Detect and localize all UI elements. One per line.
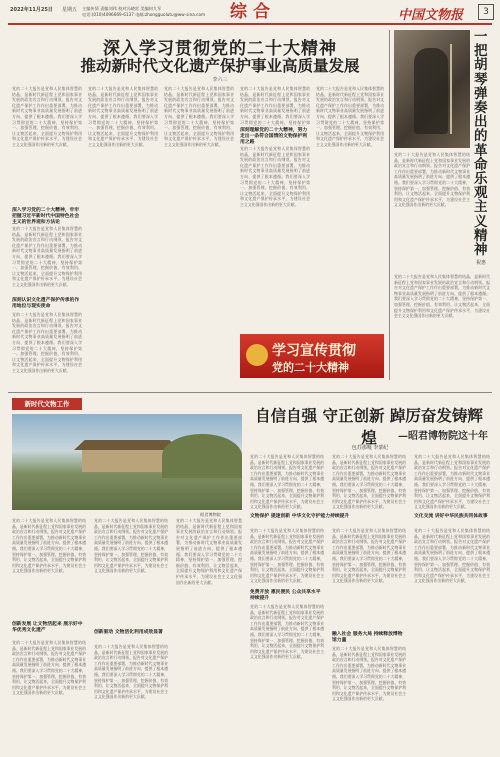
feature-photo bbox=[12, 414, 242, 510]
feature-col-3: 党的二十大报告是党和人民集体智慧的结晶，是新时代新征程上党和国家事业发展的政治宣言和行动纲领。报告对文化遗产保护工作作出重要部署，为推动新时代文物事业高质量发展指明了前进方向、提供了根本遵循。我们要深入学习贯彻党的二十大精神，坚持保护第一、加强管理、挖掘价值、有效利用、让文物活起来，全面提升文物保护利用和文化遗产保护传承水平，为建设社会主义文化强国作出新的更大贡献。 bbox=[176, 518, 242, 585]
header-rule bbox=[8, 23, 492, 25]
feature-col-top-2: 党的二十大报告是党和人民集体智慧的结晶，是新时代新征程上党和国家事业发展的政治宣言和行动纲领。报告对文化遗产保护工作作出重要部署，为推动新时代文物事业高质量发展指明了前进方向、提供了根本遵循。我们要深入学习贯彻党的二十大精神，坚持保护第一、加强管理、挖掘价值、有效利用、让文物活起来，全面提升文物保护利用和文化遗产保护传承水平，为建设社会主义文化强国作出新的更大贡献。 bbox=[332, 454, 406, 510]
feature-subhead-6: 创新发展 让文物活起来 展示好中华优秀文化遗产 bbox=[12, 622, 83, 633]
feature-subhead-4: 创新驱动 文物活化利用成效显著 bbox=[94, 630, 163, 635]
feature-col-2b: 党的二十大报告是党和人民集体智慧的结晶，是新时代新征程上党和国家事业发展的政治宣言和行动纲领。报告对文化遗产保护工作作出重要部署，为推动新时代文物事业高质量发展指明了前进方向、提供了根本遵循。我们要深入学习贯彻党的二十大精神，坚持保护第一、加强管理、挖掘价值、有效利用、让文物活起来，全面提升文物保护利用和文化遗产保护传承水平，为建设社会主义文化强国作出新的更大贡献。 bbox=[94, 644, 168, 700]
photo-figure bbox=[414, 48, 448, 134]
section-label: 综 合 bbox=[230, 2, 270, 22]
feature-subhead-2: 免费开放 惠民便民 公众共享水平持续提升 bbox=[250, 590, 321, 601]
side-col-2: 党的二十大报告是党和人民集体智慧的结晶，是新时代新征程上党和国家事业发展的政治宣言和行动纲领。报告对文化遗产保护工作作出重要部署，为推动新时代文物事业高质量发展指明了前进方向、提供了根本遵循。我们要深入学习贯彻党的二十大精神，坚持保护第一、加强管理、挖掘价值、有效利用、让文物活起来，全面提升文物保护利用和文化遗产保护传承水平，为建设社会主义文化强国作出新的更大贡献。 bbox=[394, 274, 490, 319]
article-title-1: 深入学习贯彻党的二十大精神 bbox=[103, 39, 337, 59]
side-title: 一把胡琴弹奏出的革命乐观主义精神 bbox=[474, 29, 488, 259]
article-subhead-2: 深刻认识文化遗产保护传承的作用地位与现实使命 bbox=[12, 298, 80, 309]
feature-tag: 新时代文物工作 bbox=[12, 398, 82, 410]
feature-subhead-1: 文物保护 提速创新 中华文化守护能力持续提升 bbox=[250, 514, 350, 519]
side-photo bbox=[394, 30, 470, 148]
article-byline: 李六三 bbox=[212, 77, 228, 83]
article-subhead-3: 深刻理解党的二十大精神，努力走出一条符合国情的文物保护利用之路 bbox=[240, 128, 308, 145]
side-col-1: 党的二十大报告是党和人民集体智慧的结晶，是新时代新征程上党和国家事业发展的政治宣言和行动纲领。报告对文化遗产保护工作作出重要部署，为推动新时代文物事业高质量发展指明了前进方向、提供了根本遵循。我们要深入学习贯彻党的二十大精神，坚持保护第一、加强管理、挖掘价值、有效利用、让文物活起来，全面提升文物保护利用和文化遗产保护传承水平，为建设社会主义文化强国作出新的更大贡献。 bbox=[394, 152, 470, 208]
feature-col-4b: 党的二十大报告是党和人民集体智慧的结晶，是新时代新征程上党和国家事业发展的政治宣言和行动纲领。报告对文化遗产保护工作作出重要部署，为推动新时代文物事业高质量发展指明了前进方向、提供了根本遵循。我们要深入学习贯彻党的二十大精神，坚持保护第一、加强管理、挖掘价值、有效利用、让文物活起来，全面提升文物保护利用和文化遗产保护传承水平，为建设社会主义文化强国作出新的更大贡献。 bbox=[250, 604, 324, 660]
banner-text: 学习宣传贯彻 bbox=[272, 343, 356, 359]
feature-subhead-3: 融入社会 服务大局 持续释放博物馆力量 bbox=[332, 632, 403, 643]
header-date: 2022年11月25日 bbox=[10, 7, 53, 13]
feature-col-1b: 党的二十大报告是党和人民集体智慧的结晶，是新时代新征程上党和国家事业发展的政治宣言和行动纲领。报告对文化遗产保护工作作出重要部署，为推动新时代文物事业高质量发展指明了前进方向、提供了根本遵循。我们要深入学习贯彻党的二十大精神，坚持保护第一、加强管理、挖掘价值、有效利用、让文物活起来，全面提升文物保护利用和文化遗产保护传承水平，为建设社会主义文化强国作出新的更大贡献。 bbox=[12, 640, 86, 696]
editor-line-1: 主编传情 责编刘玮 校对冯晓雷 美编何九军 bbox=[82, 6, 162, 11]
feature-byline: 包苏那嘎 李蒙纪 bbox=[351, 445, 389, 451]
feature-photo-caption: 昭君博物院 bbox=[200, 512, 221, 517]
feature-col-1: 党的二十大报告是党和人民集体智慧的结晶，是新时代新征程上党和国家事业发展的政治宣言和行动纲领。报告对文化遗产保护工作作出重要部署，为推动新时代文物事业高质量发展指明了前进方向、提供了根本遵循。我们要深入学习贯彻党的二十大精神，坚持保护第一、加强管理、挖掘价值、有效利用、让文物活起来，全面提升文物保护利用和文化遗产保护传承水平，为建设社会主义文化强国作出新的更大贡献。 bbox=[12, 518, 86, 574]
side-byline: 祝惠 bbox=[476, 260, 487, 266]
feature-col-6: 党的二十大报告是党和人民集体智慧的结晶，是新时代新征程上党和国家事业发展的政治宣言和行动纲领。报告对文化遗产保护工作作出重要部署，为推动新时代文物事业高质量发展指明了前进方向、提供了根本遵循。我们要深入学习贯彻党的二十大精神，坚持保护第一、加强管理、挖掘价值、有效利用、让文物活起来，全面提升文物保护利用和文化遗产保护传承水平，为建设社会主义文化强国作出新的更大贡献。 bbox=[414, 528, 490, 584]
feature-col-5: 党的二十大报告是党和人民集体智慧的结晶，是新时代新征程上党和国家事业发展的政治宣言和行动纲领。报告对文化遗产保护工作作出重要部署，为推动新时代文物事业高质量发展指明了前进方向、提供了根本遵循。我们要深入学习贯彻党的二十大精神，坚持保护第一、加强管理、挖掘价值、有效利用、让文物活起来，全面提升文物保护利用和文化遗产保护传承水平，为建设社会主义文化强国作出新的更大贡献。 bbox=[332, 528, 406, 584]
article-col-2: 党的二十大报告是党和人民集体智慧的结晶，是新时代新征程上党和国家事业发展的政治宣言和行动纲领。报告对文化遗产保护工作作出重要部署，为推动新时代文物事业高质量发展指明了前进方向、提供了根本遵循。我们要深入学习贯彻党的二十大精神，坚持保护第一、加强管理、挖掘价值、有效利用、让文物活起来，全面提升文物保护利用和文化遗产保护传承水平，为建设社会主义文化强国作出新的更大贡献。 bbox=[88, 86, 158, 147]
feature-subtitle: —昭君博物院这十年 bbox=[398, 431, 488, 442]
header-weekday: 星期五 bbox=[62, 7, 78, 13]
article-subhead-1: 深入学习党的二十大精神，牢牢把握习近平新时代中国特色社会主义的世界观和方法论 bbox=[12, 208, 80, 225]
feature-col-top-1: 党的二十大报告是党和人民集体智慧的结晶，是新时代新征程上党和国家事业发展的政治宣言和行动纲领。报告对文化遗产保护工作作出重要部署，为推动新时代文物事业高质量发展指明了前进方向、提供了根本遵循。我们要深入学习贯彻党的二十大精神，坚持保护第一、加强管理、挖掘价值、有效利用、让文物活起来，全面提升文物保护利用和文化遗产保护传承水平，为建设社会主义文化强国作出新的更大贡献。 bbox=[250, 454, 324, 510]
article-title-2: 推动新时代文化遗产保护事业高质量发展 bbox=[80, 57, 360, 75]
article-col-1b: 党的二十大报告是党和人民集体智慧的结晶，是新时代新征程上党和国家事业发展的政治宣言和行动纲领。报告对文化遗产保护工作作出重要部署，为推动新时代文物事业高质量发展指明了前进方向、提供了根本遵循。我们要深入学习贯彻党的二十大精神，坚持保护第一、加强管理、挖掘价值、有效利用、让文物活起来，全面提升文物保护利用和文化遗产保护传承水平，为建设社会主义文化强国作出新的更大贡献。 bbox=[12, 226, 82, 287]
feature-title: 自信自强 守正创新 踔厉奋发铸辉煌 bbox=[255, 407, 483, 447]
section-divider bbox=[8, 392, 492, 393]
editor-line-2: 电话:(010)4096669-6137 电邮:zhongguolutu@ww-sina.com bbox=[82, 12, 206, 17]
article-col-1c: 党的二十大报告是党和人民集体智慧的结晶，是新时代新征程上党和国家事业发展的政治宣言和行动纲领。报告对文化遗产保护工作作出重要部署，为推动新时代文物事业高质量发展指明了前进方向、提供了根本遵循。我们要深入学习贯彻党的二十大精神，坚持保护第一、加强管理、挖掘价值、有效利用、让文物活起来，全面提升文物保护利用和文化遗产保护传承水平，为建设社会主义文化强国作出新的更大贡献。 bbox=[12, 312, 82, 373]
study-banner bbox=[240, 334, 384, 378]
article-col-4b: 党的二十大报告是党和人民集体智慧的结晶，是新时代新征程上党和国家事业发展的政治宣言和行动纲领。报告对文化遗产保护工作作出重要部署，为推动新时代文物事业高质量发展指明了前进方向、提供了根本遵循。我们要深入学习贯彻党的二十大精神，坚持保护第一、加强管理、挖掘价值、有效利用、让文物活起来，全面提升文物保护利用和文化遗产保护传承水平，为建设社会主义文化强国作出新的更大贡献。 bbox=[240, 146, 310, 207]
feature-col-4: 党的二十大报告是党和人民集体智慧的结晶，是新时代新征程上党和国家事业发展的政治宣言和行动纲领。报告对文化遗产保护工作作出重要部署，为推动新时代文物事业高质量发展指明了前进方向、提供了根本遵循。我们要深入学习贯彻党的二十大精神，坚持保护第一、加强管理、挖掘价值、有效利用、让文物活起来，全面提升文物保护利用和文化遗产保护传承水平，为建设社会主义文化强国作出新的更大贡献。 bbox=[250, 528, 324, 584]
banner-emblem-icon bbox=[246, 344, 268, 366]
page-number: 3 bbox=[478, 4, 494, 20]
feature-subhead-5: 文化交流 讲好中华民族共同体故事 bbox=[414, 514, 488, 519]
article-col-3: 党的二十大报告是党和人民集体智慧的结晶，是新时代新征程上党和国家事业发展的政治宣言和行动纲领。报告对文化遗产保护工作作出重要部署，为推动新时代文物事业高质量发展指明了前进方向、提供了根本遵循。我们要深入学习贯彻党的二十大精神，坚持保护第一、加强管理、挖掘价值、有效利用、让文物活起来，全面提升文物保护利用和文化遗产保护传承水平，为建设社会主义文化强国作出新的更大贡献。 bbox=[164, 86, 234, 147]
feature-col-2: 党的二十大报告是党和人民集体智慧的结晶，是新时代新征程上党和国家事业发展的政治宣言和行动纲领。报告对文化遗产保护工作作出重要部署，为推动新时代文物事业高质量发展指明了前进方向、提供了根本遵循。我们要深入学习贯彻党的二十大精神，坚持保护第一、加强管理、挖掘价值、有效利用、让文物活起来，全面提升文物保护利用和文化遗产保护传承水平，为建设社会主义文化强国作出新的更大贡献。 bbox=[94, 518, 168, 574]
article-col-5: 党的二十大报告是党和人民集体智慧的结晶，是新时代新征程上党和国家事业发展的政治宣言和行动纲领。报告对文化遗产保护工作作出重要部署，为推动新时代文物事业高质量发展指明了前进方向、提供了根本遵循。我们要深入学习贯彻党的二十大精神，坚持保护第一、加强管理、挖掘价值、有效利用、让文物活起来，全面提升文物保护利用和文化遗产保护传承水平，为建设社会主义文化强国作出新的更大贡献。 bbox=[316, 86, 384, 147]
article-col-1: 党的二十大报告是党和人民集体智慧的结晶，是新时代新征程上党和国家事业发展的政治宣言和行动纲领。报告对文化遗产保护工作作出重要部署，为推动新时代文物事业高质量发展指明了前进方向、提供了根本遵循。我们要深入学习贯彻党的二十大精神，坚持保护第一、加强管理、挖掘价值、有效利用、让文物活起来，全面提升文物保护利用和文化遗产保护传承水平，为建设社会主义文化强国作出新的更大贡献。 bbox=[12, 86, 82, 147]
photo-mound bbox=[162, 434, 242, 478]
column-divider bbox=[389, 30, 390, 380]
masthead: 中国文物报 bbox=[398, 8, 464, 23]
feature-col-top-3: 党的二十大报告是党和人民集体智慧的结晶，是新时代新征程上党和国家事业发展的政治宣言和行动纲领。报告对文化遗产保护工作作出重要部署，为推动新时代文物事业高质量发展指明了前进方向、提供了根本遵循。我们要深入学习贯彻党的二十大精神，坚持保护第一、加强管理、挖掘价值、有效利用、让文物活起来，全面提升文物保护利用和文化遗产保护传承水平，为建设社会主义文化强国作出新的更大贡献。 bbox=[414, 454, 490, 510]
article-col-4: 党的二十大报告是党和人民集体智慧的结晶，是新时代新征程上党和国家事业发展的政治宣言和行动纲领。报告对文化遗产保护工作作出重要部署，为推动新时代文物事业高质量发展指明了前进方向、提供了根本遵循。我们要深入学习贯彻党的二十大精神，坚持保护第 bbox=[240, 86, 310, 125]
feature-col-5b: 党的二十大报告是党和人民集体智慧的结晶，是新时代新征程上党和国家事业发展的政治宣言和行动纲领。报告对文化遗产保护工作作出重要部署，为推动新时代文物事业高质量发展指明了前进方向、提供了根本遵循。我们要深入学习贯彻党的二十大精神，坚持保护第一、加强管理、挖掘价值、有效利用、让文物活起来，全面提升文物保护利用和文化遗产保护传承水平，为建设社会主义文化强国作出新的更大贡献。 bbox=[332, 646, 406, 702]
erhu-icon bbox=[450, 44, 452, 134]
banner-text-2: 党的二十大精神 bbox=[272, 361, 349, 374]
photo-building bbox=[82, 448, 172, 472]
